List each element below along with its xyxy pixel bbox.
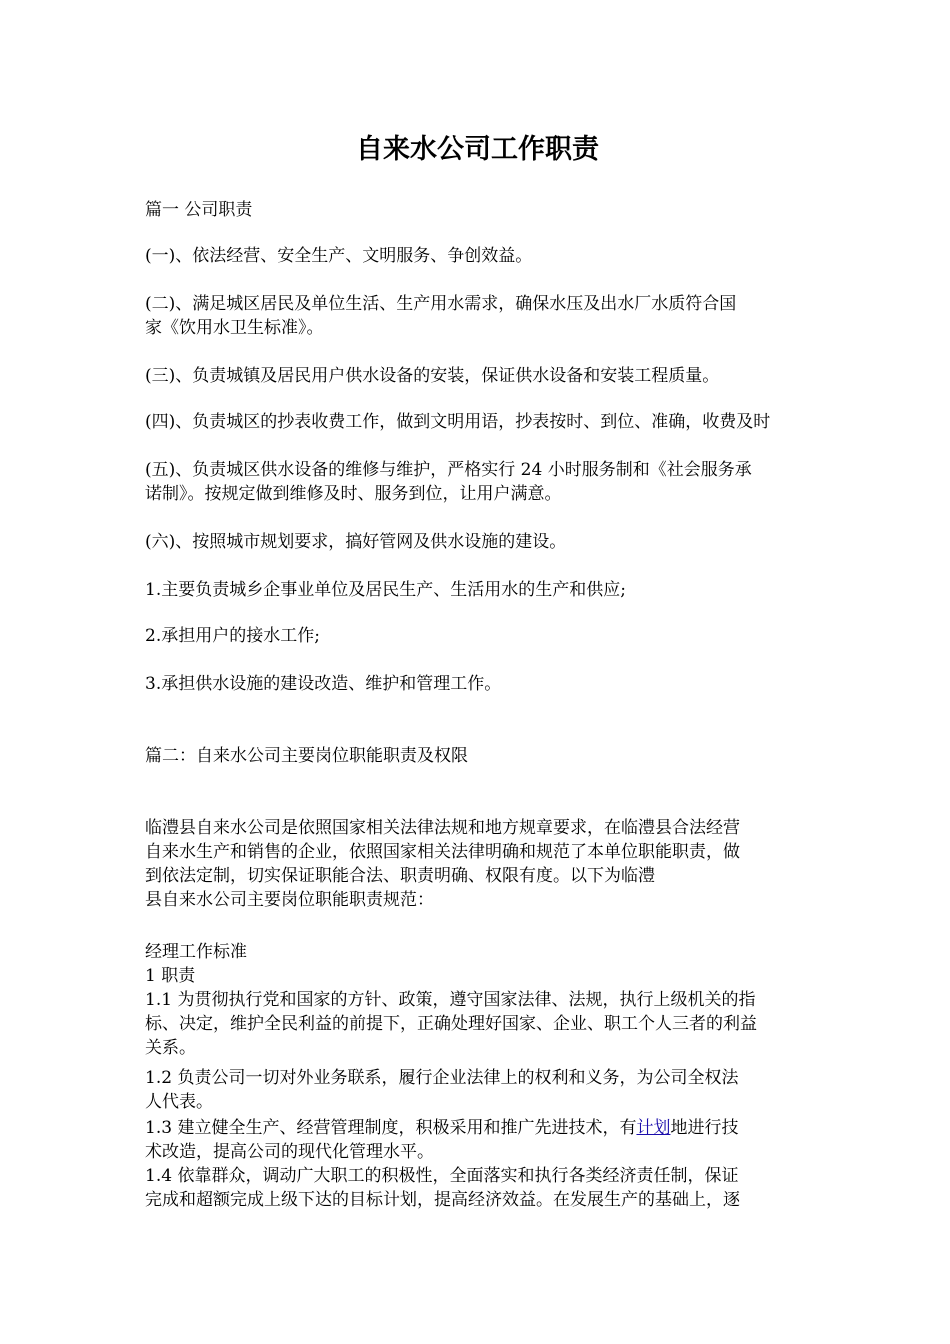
text-line: 临澧县自来水公司是依照国家相关法律法规和地方规章要求，在临澧县合法经营 bbox=[145, 818, 740, 838]
section2-intro bbox=[145, 816, 810, 912]
plan-link[interactable]: 计划 bbox=[636, 1118, 671, 1138]
text-line: (五)、负责城区供水设备的维修与维护，严格实行 24 小时服务制和《社会服务承 bbox=[145, 460, 752, 480]
text-line: 家《饮用水卫生标准》。 bbox=[145, 318, 324, 338]
text-line: 诺制》。按规定做到维修及时、服务到位，让用户满意。 bbox=[145, 484, 562, 504]
duty-1-3 bbox=[145, 1116, 810, 1164]
section2-heading: 篇二：自来水公司主要岗位职能职责及权限 bbox=[145, 746, 468, 766]
duty-1-1 bbox=[145, 988, 810, 1060]
text-line: 1.2 负责公司一切对外业务联系，履行企业法律上的权利和义务，为公司全权法 bbox=[145, 1068, 739, 1088]
text-line: 自来水生产和销售的企业，依照国家相关法律明确和规范了本单位职能职责，做 bbox=[145, 842, 740, 862]
section1-item-1: (一)、依法经营、安全生产、文明服务、争创效益。 bbox=[145, 246, 533, 266]
section1-item-2 bbox=[145, 292, 810, 340]
section1-numbered-2: 2.承担用户的接水工作; bbox=[145, 626, 320, 646]
text-line: 到依法定制，切实保证职能合法、职责明确、权限有度。以下为临澧 bbox=[145, 866, 655, 886]
text-line: 县自来水公司主要岗位职能职责规范： bbox=[145, 890, 434, 910]
text-segment: 1.3 建立健全生产、经营管理制度，积极采用和推广先进技术，有 bbox=[145, 1118, 637, 1138]
text-line: 关系。 bbox=[145, 1038, 196, 1058]
text-line: 1.1 为贯彻执行党和国家的方针、政策，遵守国家法律、法规，执行上级机关的指 bbox=[145, 990, 756, 1010]
text-line: 完成和超额完成上级下达的目标计划，提高经济效益。在发展生产的基础上，逐 bbox=[145, 1190, 740, 1210]
duty-1-2 bbox=[145, 1066, 810, 1114]
section1-item-5 bbox=[145, 458, 810, 506]
section1-item-4: (四)、负责城区的抄表收费工作，做到文明用语，抄表按时、到位、准确，收费及时 bbox=[145, 412, 771, 432]
section1-heading: 篇一 公司职责 bbox=[145, 200, 253, 220]
text-line: (二)、满足城区居民及单位生活、生产用水需求，确保水压及出水厂水质符合国 bbox=[145, 294, 737, 314]
text-line: 标、决定，维护全民利益的前提下，正确处理好国家、企业、职工个人三者的利益 bbox=[145, 1014, 757, 1034]
text-line: 人代表。 bbox=[145, 1092, 213, 1112]
text-line bbox=[145, 1116, 810, 1140]
section1-item-3: (三)、负责城镇及居民用户供水设备的安装，保证供水设备和安装工程质量。 bbox=[145, 366, 720, 386]
document-title: 自来水公司工作职责 bbox=[356, 134, 599, 165]
duty-1-4 bbox=[145, 1164, 810, 1212]
standard-heading: 经理工作标准 bbox=[145, 942, 247, 962]
text-line: 1.4 依靠群众，调动广大职工的积极性，全面落实和执行各类经济责任制，保证 bbox=[145, 1166, 739, 1186]
section1-numbered-3: 3.承担供水设施的建设改造、维护和管理工作。 bbox=[145, 674, 502, 694]
section1-numbered-1: 1.主要负责城乡企事业单位及居民生产、生活用水的生产和供应; bbox=[145, 580, 626, 600]
text-line: 术改造，提高公司的现代化管理水平。 bbox=[145, 1142, 434, 1162]
section1-item-6: (六)、按照城市规划要求，搞好管网及供水设施的建设。 bbox=[145, 532, 567, 552]
text-segment: 地进行技 bbox=[670, 1118, 739, 1138]
duty-heading: 1 职责 bbox=[145, 966, 196, 986]
